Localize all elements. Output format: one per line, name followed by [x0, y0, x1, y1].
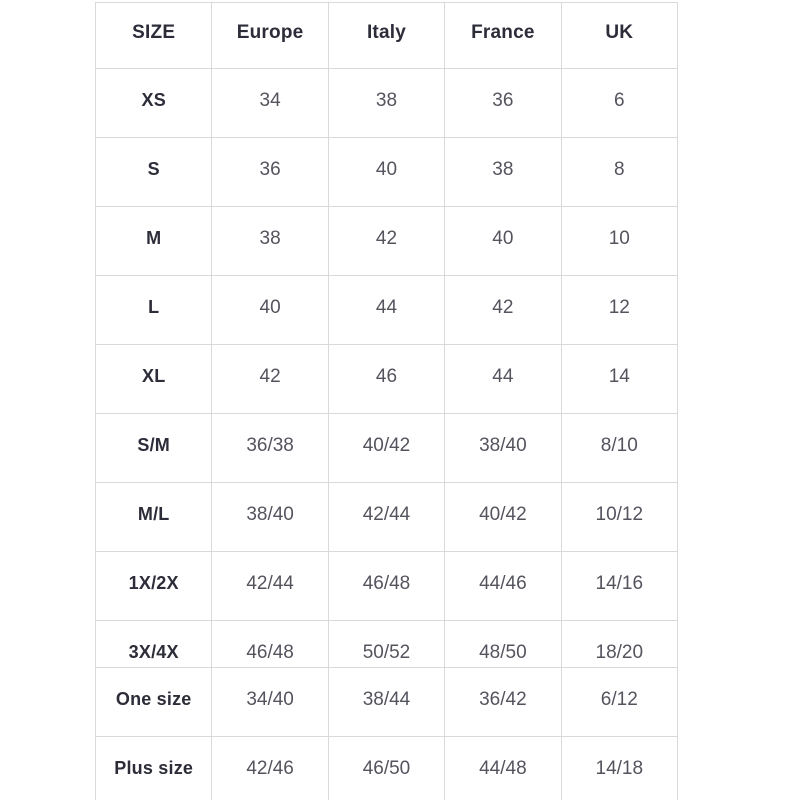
table-row: [96, 276, 678, 345]
size-value-cell: 34: [212, 69, 328, 138]
row-label: M/L: [96, 483, 212, 552]
size-value-cell: 40/42: [328, 414, 444, 483]
size-value-cell: 42/44: [212, 552, 328, 621]
header-cell-france: France: [445, 3, 561, 69]
main-table-header: [96, 3, 678, 69]
size-value-cell: 42/46: [212, 737, 328, 800]
size-value-cell: 40: [328, 138, 444, 207]
size-value-cell: 46: [328, 345, 444, 414]
size-value-cell: 44/48: [445, 737, 561, 800]
size-value-cell: 36/42: [445, 668, 561, 737]
header-cell-size: SIZE: [96, 3, 212, 69]
size-value-cell: 14/18: [561, 737, 677, 800]
row-label: One size: [96, 668, 212, 737]
size-value-cell: 50/52: [328, 621, 444, 690]
size-value-cell: 46/50: [328, 737, 444, 800]
size-value-cell: 10: [561, 207, 677, 276]
row-label: XS: [96, 69, 212, 138]
row-label: 1X/2X: [96, 552, 212, 621]
size-value-cell: 14/16: [561, 552, 677, 621]
size-value-cell: 48/50: [445, 621, 561, 690]
row-label: L: [96, 276, 212, 345]
header-cell-uk: UK: [561, 3, 677, 69]
size-value-cell: 38: [212, 207, 328, 276]
table-row: [96, 414, 678, 483]
size-value-cell: 6: [561, 69, 677, 138]
size-value-cell: 14: [561, 345, 677, 414]
size-value-cell: 36: [445, 69, 561, 138]
size-value-cell: 10/12: [561, 483, 677, 552]
size-value-cell: 34/40: [212, 668, 328, 737]
size-value-cell: 38/40: [445, 414, 561, 483]
row-label: S: [96, 138, 212, 207]
size-value-cell: 8: [561, 138, 677, 207]
size-value-cell: 46/48: [212, 621, 328, 690]
size-value-cell: 18/20: [561, 621, 677, 690]
size-value-cell: 12: [561, 276, 677, 345]
table-row: [96, 207, 678, 276]
row-label: 3X/4X: [96, 621, 212, 690]
row-label: XL: [96, 345, 212, 414]
table-row: [96, 737, 678, 800]
size-value-cell: 44/46: [445, 552, 561, 621]
table-row: [96, 668, 678, 737]
size-value-cell: 38/44: [328, 668, 444, 737]
row-label: M: [96, 207, 212, 276]
size-value-cell: 8/10: [561, 414, 677, 483]
secondary-table-body: [96, 668, 678, 800]
size-value-cell: 42: [212, 345, 328, 414]
size-value-cell: 38/40: [212, 483, 328, 552]
header-row: [96, 3, 678, 69]
size-value-cell: 42: [445, 276, 561, 345]
size-value-cell: 40: [445, 207, 561, 276]
size-value-cell: 36: [212, 138, 328, 207]
secondary-size-table: [95, 667, 678, 800]
size-value-cell: 44: [445, 345, 561, 414]
main-size-table: [95, 2, 678, 690]
size-value-cell: 40/42: [445, 483, 561, 552]
size-value-cell: 6/12: [561, 668, 677, 737]
table-row: [96, 138, 678, 207]
size-value-cell: 38: [328, 69, 444, 138]
header-cell-italy: Italy: [328, 3, 444, 69]
main-table-body: [96, 69, 678, 690]
table-row: [96, 483, 678, 552]
size-value-cell: 44: [328, 276, 444, 345]
size-value-cell: 42: [328, 207, 444, 276]
header-cell-europe: Europe: [212, 3, 328, 69]
size-value-cell: 46/48: [328, 552, 444, 621]
size-value-cell: 40: [212, 276, 328, 345]
table-row: [96, 552, 678, 621]
size-value-cell: 36/38: [212, 414, 328, 483]
row-label: S/M: [96, 414, 212, 483]
table-row: [96, 345, 678, 414]
size-value-cell: 42/44: [328, 483, 444, 552]
row-label: Plus size: [96, 737, 212, 800]
table-row: [96, 69, 678, 138]
size-value-cell: 38: [445, 138, 561, 207]
